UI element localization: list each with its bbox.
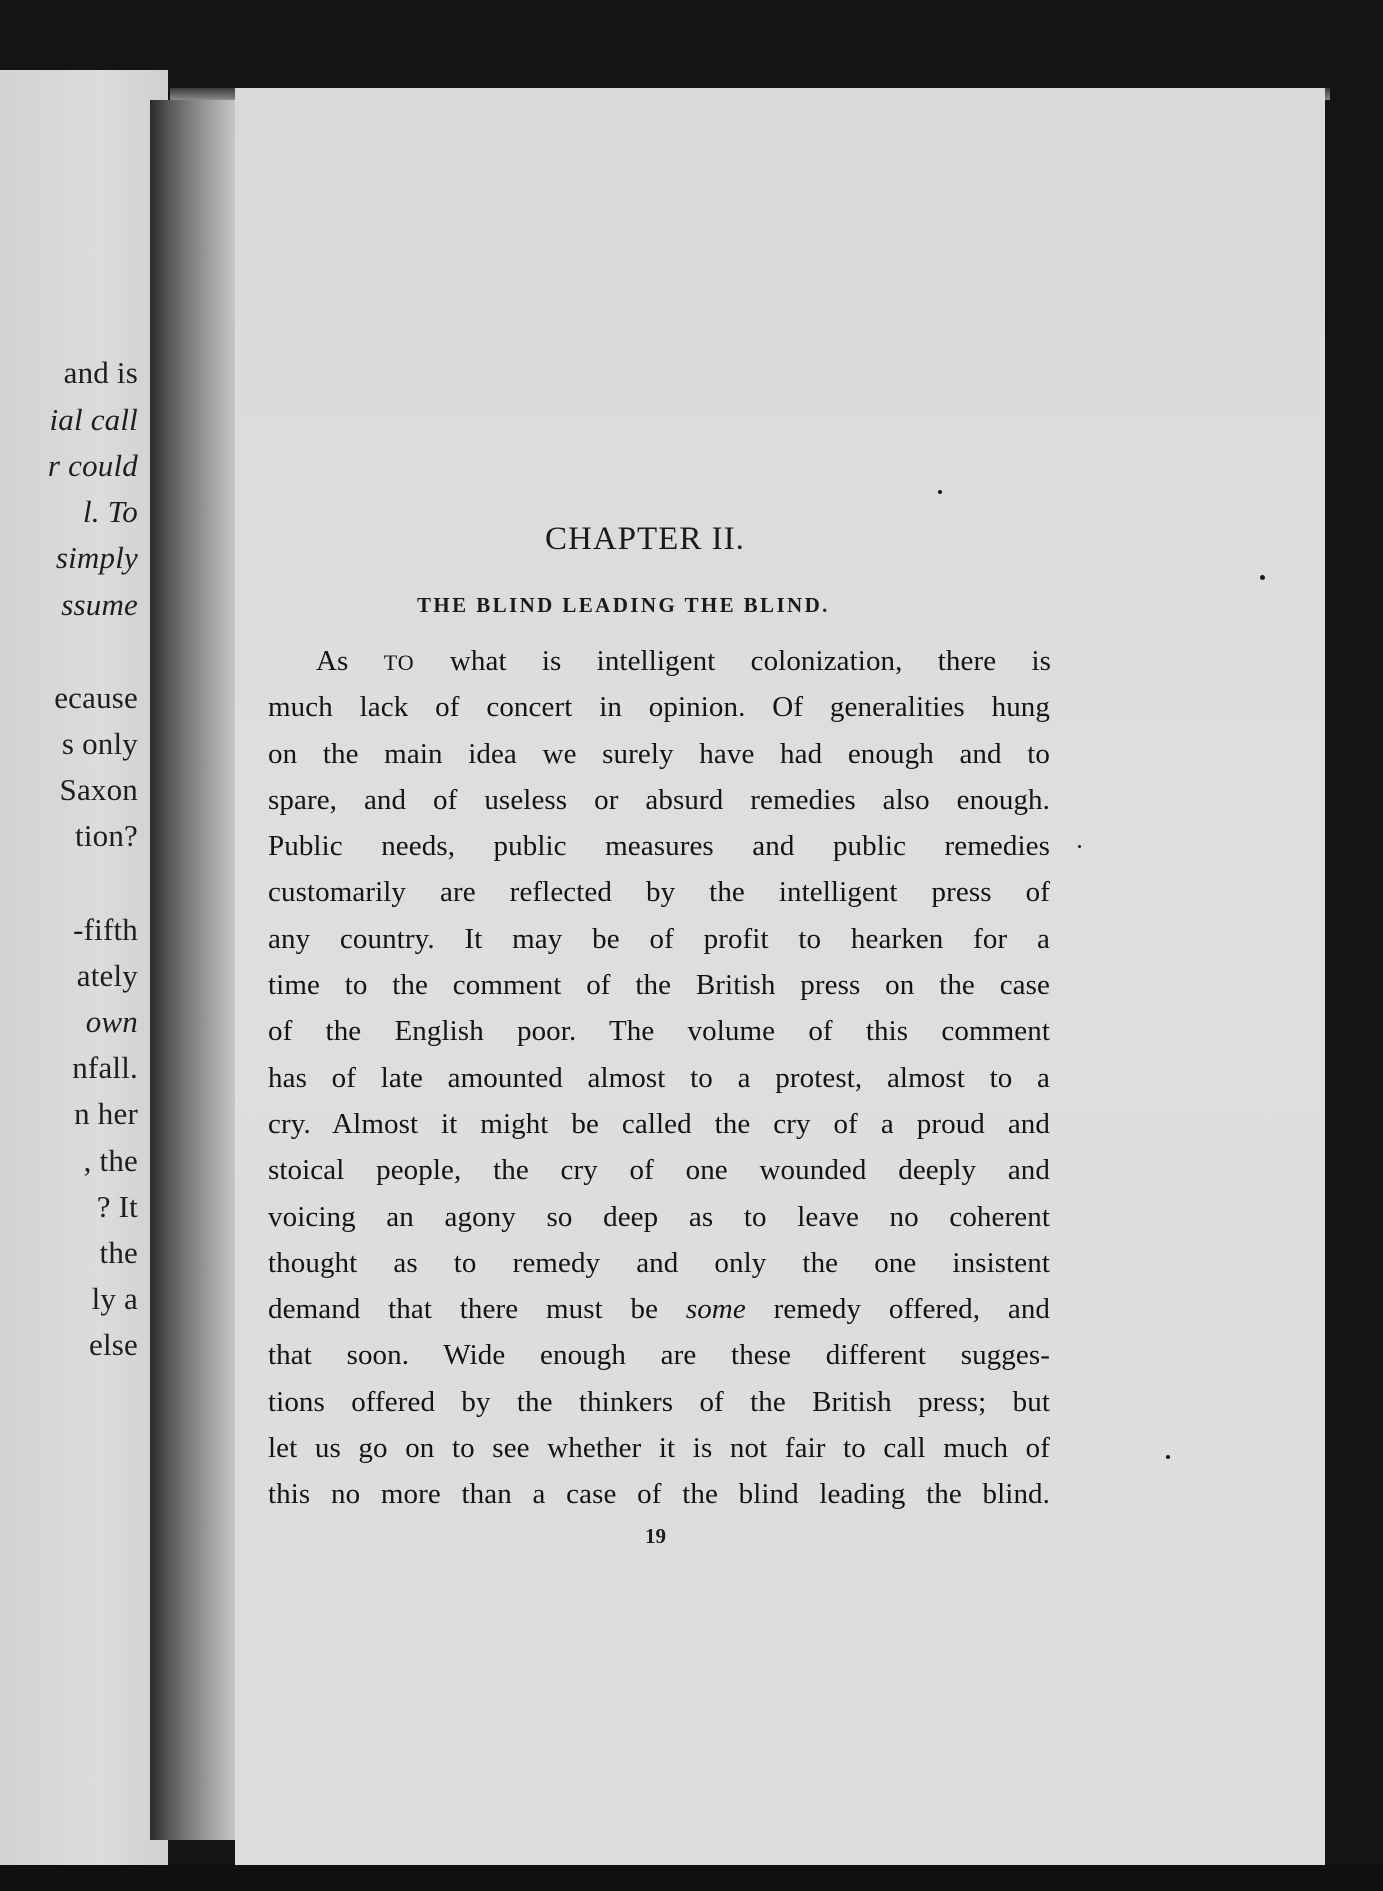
chapter-title: CHAPTER II. <box>545 521 745 557</box>
left-page-line: simply <box>55 540 138 575</box>
left-page-line: n her <box>74 1096 138 1131</box>
body-line-1 <box>316 645 1051 678</box>
body-line-part: remedy offered, and <box>773 1293 1051 1325</box>
opening-word: As <box>316 645 349 677</box>
body-line <box>268 1293 1050 1326</box>
body-line: let us go on to see whether it is not fair to call much of <box>268 1432 1050 1464</box>
dust-speck <box>1260 575 1265 580</box>
body-line: any country. It may be of profit to hearken for a <box>268 923 1050 955</box>
left-page-line: r could <box>47 448 138 483</box>
body-line-part: demand that there must be <box>268 1293 659 1325</box>
left-page-line: own <box>85 1004 138 1039</box>
left-page-line: -fifth <box>73 912 138 947</box>
left-page-line: s only <box>61 726 138 761</box>
opening-smallcaps: TO <box>383 650 415 675</box>
body-line: cry. Almost it might be called the cry of a proud and <box>268 1108 1050 1140</box>
body-line: much lack of concert in opinion. Of generalities hung <box>268 691 1050 723</box>
left-page-line: , the <box>83 1143 138 1178</box>
body-line: that soon. Wide enough are these different sugges- <box>268 1339 1050 1371</box>
body-line: thought as to remedy and only the one insistent <box>268 1247 1050 1279</box>
left-page-line: ial call <box>49 402 138 437</box>
left-page-line: ssume <box>61 587 138 622</box>
body-line: voicing an agony so deep as to leave no coherent <box>268 1201 1050 1233</box>
dust-speck <box>1078 845 1081 848</box>
body-line: on the main idea we surely have had enough and to <box>268 738 1050 770</box>
left-page-line: Saxon <box>59 772 138 807</box>
scan-bottom-border <box>0 1865 1383 1891</box>
dust-speck <box>938 490 942 494</box>
left-page-line: nfall. <box>72 1050 138 1085</box>
body-line: Public needs, public measures and public remedies <box>268 830 1050 862</box>
body-line: this no more than a case of the blind leading the blind. <box>268 1478 1050 1510</box>
body-line: stoical people, the cry of one wounded deeply and <box>268 1154 1050 1186</box>
body-line: spare, and of useless or absurd remedies also enough. <box>268 784 1050 816</box>
left-page-line: else <box>89 1327 138 1362</box>
left-page-line: ? It <box>96 1189 138 1224</box>
emphasized-word: some <box>685 1293 746 1325</box>
left-page-line: tion? <box>75 818 138 853</box>
body-line: tions offered by the thinkers of the British press; but <box>268 1386 1050 1418</box>
left-page-line: l. To <box>82 494 138 529</box>
left-page-line: ately <box>76 958 138 993</box>
opening-rest: what is intelligent colonization, there is <box>449 645 1051 677</box>
chapter-subtitle: THE BLIND LEADING THE BLIND. <box>417 593 830 617</box>
dust-speck <box>1166 1455 1170 1459</box>
body-line: time to the comment of the British press on the case <box>268 969 1050 1001</box>
left-page-line: ly a <box>91 1281 138 1316</box>
left-page-line: the <box>99 1235 138 1270</box>
body-line: customarily are reflected by the intelligent press of <box>268 876 1050 908</box>
left-page-line: and is <box>63 355 138 390</box>
left-facing-page <box>0 70 168 1865</box>
page-number: 19 <box>645 1524 666 1548</box>
left-page-line: ecause <box>54 680 138 715</box>
body-line: has of late amounted almost to a protest, almost to a <box>268 1062 1050 1094</box>
body-line: of the English poor. The volume of this comment <box>268 1015 1050 1047</box>
